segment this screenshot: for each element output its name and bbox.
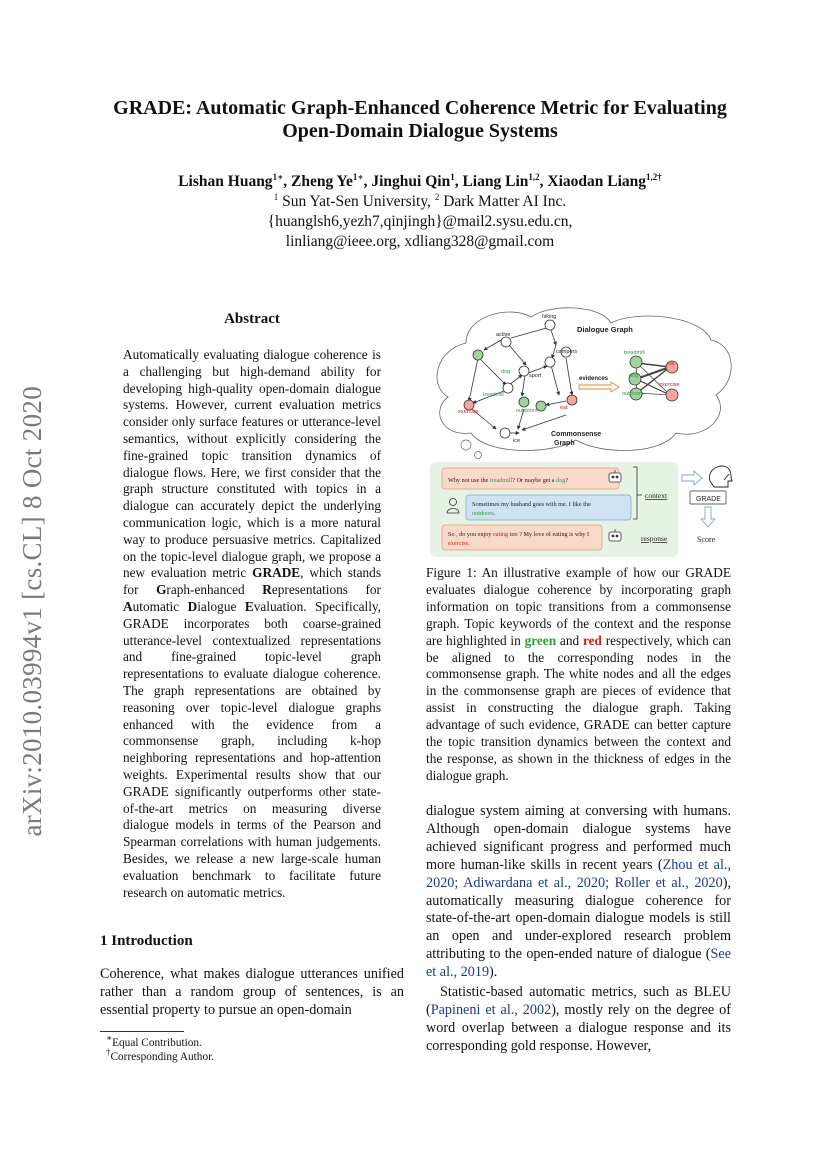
node-outdoors-green (536, 401, 546, 411)
author-separator: , (283, 173, 292, 190)
right-column-body (426, 803, 731, 1056)
utterance-3-line1 (448, 531, 589, 538)
paragraph-text: Statistic-based automatic metrics, such as BLEU ( (426, 984, 731, 1018)
node-ice (500, 428, 510, 438)
author-affil-mark: 1∗ (272, 171, 284, 182)
author-separator: , (454, 173, 463, 190)
node-hiking (545, 320, 555, 330)
context-label: context (645, 491, 668, 500)
cloud-bubble (461, 440, 471, 450)
human-head-icon (709, 466, 732, 487)
author-name: Lishan Huang (178, 173, 273, 190)
caption-green-word: green (524, 632, 557, 648)
abstract-text-2: , which stands for (123, 565, 381, 598)
label-ice: ice (513, 438, 521, 444)
footnote-mark: † (106, 1047, 111, 1058)
acronym-letter: G (156, 582, 167, 598)
dg-node-exercise (666, 389, 678, 401)
dg-label-dog: dog (629, 373, 639, 379)
title-line-1: GRADE: Automatic Graph-Enhanced Coherence Metric for Evaluating (113, 97, 727, 119)
acronym-letter: E (244, 598, 254, 614)
utterance-1-text: Why not use the (448, 477, 490, 484)
node-treadmill-green (519, 397, 529, 407)
utterance-3-text: . (468, 540, 470, 547)
dg-label-outdoors: outdoors (622, 391, 644, 397)
utterance-1-text: ? (565, 477, 569, 484)
affiliation-1: Sun Yat-Sen University, (278, 193, 435, 210)
footnote-rule (100, 1031, 184, 1032)
author-name: Liang Lin (462, 173, 529, 190)
footnotes (100, 1033, 404, 1064)
caption-text-2: respectively, which can be aligned to the corresponding nodes in the commonsense graph. The white nodes and all the edges in the commonsense graph are pieces of evidence that assist in constructing the dialogue graph. Taking advantage of such evidence, GRADE can better capture the topic transition dynamics between the context and the response, as shown in the thickness of edges in the dialogue graph. (426, 632, 731, 783)
keyword-exercise: exercise (448, 540, 469, 547)
author-separator: , (363, 173, 372, 190)
label-active: active (496, 332, 511, 338)
utterance-2-text: Sometimes my husband goes with me. I like the (472, 501, 591, 508)
commonsense-graph-label: Commonsense (551, 431, 602, 438)
label-treadmill: treadmill (483, 392, 504, 398)
title-line-2: Open-Domain Dialogue Systems (282, 120, 558, 142)
utterance-3-text: too ? My love of eating is why I (508, 531, 590, 538)
dg-label-exercise: exercise (659, 382, 680, 388)
acronym-word: raph-enhanced (166, 582, 263, 598)
label-outdoors: outdoors (516, 408, 538, 414)
author-affil-mark: 1∗ (352, 171, 364, 182)
author-name: Zheng Ye (291, 173, 353, 190)
down-arrow (701, 507, 715, 527)
footnote-text: Corresponding Author. (110, 1051, 215, 1063)
utterance-2-text: . (493, 510, 496, 517)
acronym-word: valuation. (253, 598, 307, 614)
keyword-treadmill: treadmill (489, 477, 513, 484)
acronym-word: epresentations for (271, 582, 381, 598)
affiliations (90, 192, 750, 212)
author-affil-mark: 1,2 (528, 171, 540, 182)
node-blank (519, 366, 529, 376)
caption-text-1: Figure 1: An illustrative example of how our GRADE evaluates dialogue coherence by incorporating graph information on topic transitions from a commonsense graph. Topic keywords of the context and the response are highlighted in (426, 565, 731, 648)
arxiv-sidebar-stamp (7, 376, 57, 846)
affiliation-2: Dark Matter AI Inc. (439, 193, 567, 210)
acronym-letter: R (262, 582, 272, 598)
dialogue-graph-label: Dialogue Graph (577, 325, 633, 334)
caption-and: and (556, 632, 583, 648)
acronym-letter: D (187, 598, 198, 614)
keyword-dog: dog (556, 477, 566, 484)
abstract-text-1: Automatically evaluating dialogue coherence is a challenging but high-demand ability for developing high-quality open-domain dialogue systems. However, current evaluation metrics consider only surface features or utterance-level semantics, without explicitly considering the fine-grained topic transition dynamics of dialogue flows. Here, we first consider that the graph structure constituted with topics in a dialogue can accurately depict the underlying communication logic, which is a more natural way to produce persuasive metrics. Capitalized on the topic-level dialogue graph, we propose a new evaluation metric (123, 347, 381, 581)
label-sport: sport (529, 373, 542, 379)
author-separator: , (539, 173, 548, 190)
utterance-2-line2 (472, 510, 496, 517)
paragraph-text: ), automatically measuring dialogue coherence for state-of-the-art open-domain dialogue models is still an open and under-explored research problem attributing to the open-ended nature of dialogue ( (426, 874, 731, 963)
introduction-body: Coherence, what makes dialogue utterances unified rather than a random group of sentences, is an essential property to pursue an open-domain (100, 966, 404, 1018)
cloud-bubble (475, 452, 482, 459)
acronym-word: utomatic (132, 598, 188, 614)
node-sport (545, 357, 555, 367)
dg-label-eat: eat (667, 361, 675, 367)
dg-label-treadmill: treadmill (624, 350, 645, 356)
node-eat-red (567, 395, 577, 405)
paragraph-1 (426, 803, 731, 982)
label-exercise: exercise (458, 409, 479, 415)
citation-link[interactable]: Zhou et al., 2020; Adiwardana et al., 2020; Roller et al., 2020 (426, 856, 731, 891)
label-dog: dog (501, 369, 511, 375)
evidences-label: evidences (579, 376, 609, 382)
label-eat: eat (560, 405, 568, 411)
utterance-3-text: So , do you enjoy (448, 531, 494, 538)
paragraph-text: ). (489, 964, 498, 981)
acronym-word: ialogue (197, 598, 245, 614)
footnote-corresponding-author (100, 1047, 404, 1064)
abstract-body (123, 347, 381, 901)
footnote-text: Equal Contribution. (112, 1037, 202, 1049)
arxiv-id: arXiv:2010.03994v1 [cs.CL] 8 Oct 2020 (16, 385, 47, 837)
keyword-outdoors: outdoors (472, 510, 494, 517)
node-dog-green (473, 350, 483, 360)
affil-mark-2: 2 (434, 191, 440, 202)
node-blank (503, 383, 513, 393)
utterance-1-text: ? Or maybe get a (512, 477, 557, 484)
grade-box-label: GRADE (696, 496, 721, 503)
citation-link[interactable]: Papineni et al., 2002 (430, 1001, 552, 1018)
utterance-3-line2 (448, 540, 470, 547)
paragraph-2 (426, 984, 731, 1056)
figure-1-diagram (426, 305, 738, 559)
acronym-letter: A (123, 598, 133, 614)
response-label: response (641, 534, 668, 543)
author-name: Xiaodan Liang (547, 173, 647, 190)
node-active (501, 337, 511, 347)
to-human-arrow (682, 471, 702, 485)
utterance-1 (448, 477, 568, 484)
emails-line-2: linliang@ieee.org, xdliang328@gmail.com (285, 233, 555, 250)
paragraph-text: dialogue system aiming at conversing with humans. Although open-domain dialogue systems have achieved significant progress and performed much more human-like skills in recent years ( (426, 803, 731, 873)
commonsense-graph-label-2: Graph (554, 440, 575, 447)
label-hiking: hiking (542, 314, 557, 320)
author-name: Jinghui Qin (371, 173, 451, 190)
dg-node-treadmill (630, 356, 642, 368)
paragraph-text: ), mostly rely on the degree of word overlap between a dialogue response and its corresponding gold response. However, (426, 1001, 731, 1054)
affil-mark-1: 1 (273, 191, 279, 202)
abstract-grade: GRADE (252, 565, 301, 581)
keyword-eating: eating (493, 531, 509, 538)
citation-link[interactable]: See et al., 2019 (426, 946, 731, 981)
score-label: Score (697, 535, 716, 544)
section-heading-introduction: 1 Introduction (100, 933, 193, 949)
figure-1-caption (426, 565, 731, 785)
author-affil-mark: 1 (450, 171, 455, 182)
footnote-mark: ∗ (106, 1033, 113, 1044)
caption-red-word: red (582, 632, 602, 648)
label-campers: campers (556, 349, 578, 355)
author-block (90, 172, 750, 252)
footnote-equal-contribution (100, 1033, 404, 1050)
abstract-heading: Abstract (224, 311, 280, 327)
author-names (90, 172, 750, 192)
author-affil-mark: 1,2† (646, 171, 662, 182)
abstract-text-3: Specifically, GRADE incorporates both coarse-grained utterance-level contextualized representations and fine-grained topic-level graph representations to evaluate dialogue coherence. The graph representations are obtained by reasoning over topic-level dialogue graphs enhanced with the evidence from a commonsense graph, including k-hop neighboring representations and hop-attention weights. Experimental results show that our GRADE significantly outperforms other state-of-the-art metrics on measuring diverse dialogue models in terms of the Pearson and Spearman correlations with human judgements. Besides, we release a new large-scale human evaluation benchmark to facilitate future research on automatic metrics. (123, 598, 381, 900)
emails-line-1: {huanglsh6,yezh7,qinjingh}@mail2.sysu.edu.cn, (267, 213, 573, 230)
paper-title (90, 97, 750, 143)
